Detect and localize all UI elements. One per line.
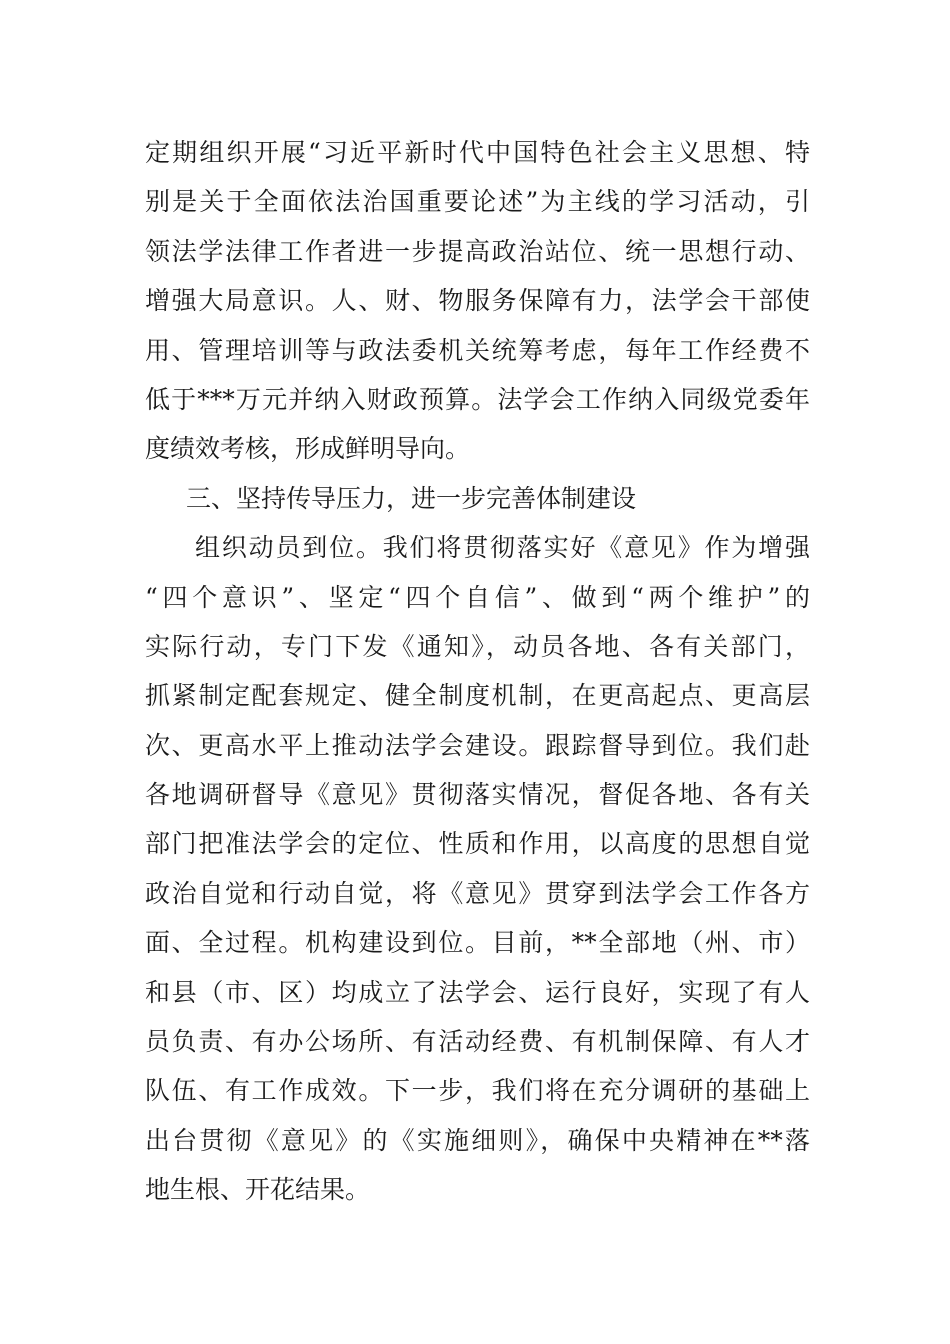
text-line: 定期组织开展“习近平新时代中国特色社会主义思想、特 — [145, 138, 810, 167]
paragraph-body — [145, 523, 810, 1214]
text-line: 政治自觉和行动自觉，将《意见》贯穿到法学会工作各方 — [145, 878, 810, 908]
text-line: 各地调研督导《意见》贯彻落实情况，督促各地、各有关 — [145, 780, 810, 810]
text-line: 和县（市、区）均成立了法学会、运行良好，实现了有人 — [145, 977, 810, 1007]
section-heading: 三、坚持传导压力，进一步完善体制建设 — [186, 483, 637, 513]
text-line: 组织动员到位。我们将贯彻落实好《意见》作为增强 — [195, 533, 810, 563]
text-line: 面、全过程。机构建设到位。目前，**全部地（州、市） — [145, 928, 810, 958]
text-line: 出台贯彻《意见》的《实施细则》，确保中央精神在**落 — [145, 1125, 810, 1155]
text-line: “四个意识”、坚定“四个自信”、做到“两个维护”的 — [145, 582, 810, 612]
document-page — [145, 128, 810, 1215]
text-line: 领法学法律工作者进一步提高政治站位、统一思想行动、 — [145, 236, 810, 266]
text-line: 队伍、有工作成效。下一步，我们将在充分调研的基础上 — [145, 1076, 810, 1106]
text-line: 次、更高水平上推动法学会建设。跟踪督导到位。我们赴 — [145, 730, 810, 760]
text-line: 部门把准法学会的定位、性质和作用，以高度的思想自觉 — [145, 829, 810, 859]
text-line: 地生根、开花结果。 — [145, 1175, 371, 1205]
text-line: 员负责、有办公场所、有活动经费、有机制保障、有人才 — [145, 1027, 810, 1057]
text-line: 抓紧制定配套规定、健全制度机制，在更高起点、更高层 — [145, 681, 810, 711]
paragraph-continuation — [145, 128, 810, 474]
text-line: 用、管理培训等与政法委机关统筹考虑，每年工作经费不 — [145, 335, 810, 365]
text-line: 增强大局意识。人、财、物服务保障有力，法学会干部使 — [145, 286, 810, 316]
text-line: 度绩效考核，形成鲜明导向。 — [145, 434, 471, 464]
text-line: 低于***万元并纳入财政预算。法学会工作纳入同级党委年 — [145, 384, 810, 414]
text-line: 别是关于全面依法治国重要论述”为主线的学习活动，引 — [145, 187, 810, 217]
text-line: 实际行动，专门下发《通知》，动员各地、各有关部门， — [145, 631, 810, 661]
